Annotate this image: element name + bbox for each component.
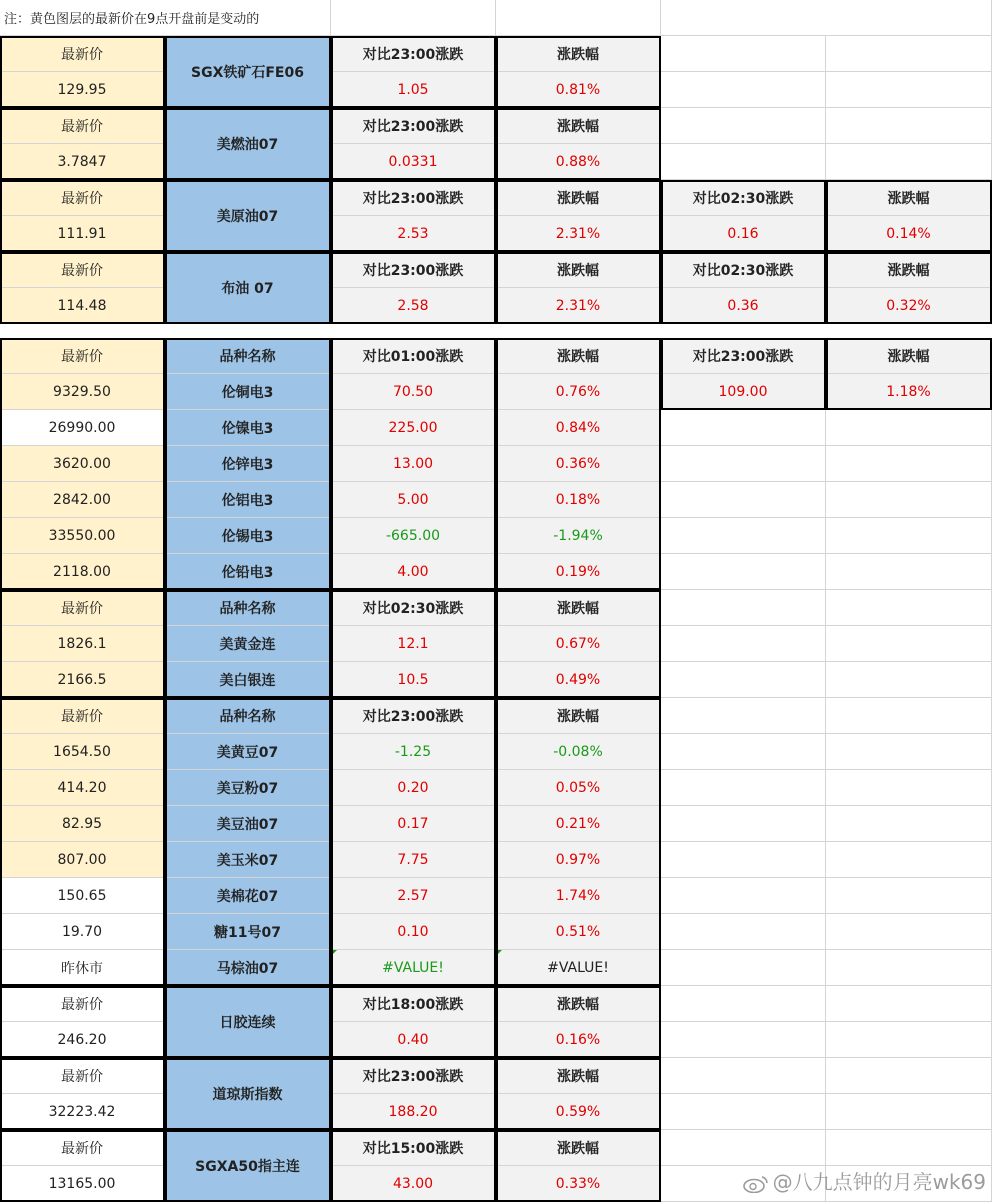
cell-name[interactable]: 美玉米07 xyxy=(165,842,331,878)
cell-latest[interactable]: 32223.42 xyxy=(0,1094,165,1130)
empty-cell[interactable] xyxy=(826,986,992,1022)
cell-latest[interactable]: 最新价 xyxy=(0,108,165,144)
cell-latest[interactable]: 111.91 xyxy=(0,216,165,252)
cell-latest[interactable]: 2842.00 xyxy=(0,482,165,518)
empty-cell[interactable] xyxy=(826,446,992,482)
cell-chg2[interactable]: 对比23:00涨跌 xyxy=(661,338,826,374)
note-text: 注：黄色图层的最新价在9点开盘前是变动的 xyxy=(4,12,260,27)
empty-cell[interactable] xyxy=(661,144,826,180)
empty-cell[interactable] xyxy=(661,482,826,518)
cell-latest[interactable]: 最新价 xyxy=(0,36,165,72)
empty-cell[interactable] xyxy=(661,626,826,662)
cell-name[interactable]: 糖11号07 xyxy=(165,914,331,950)
cell-chg1[interactable]: 188.20 xyxy=(331,1094,496,1130)
cell-chg1[interactable]: 对比23:00涨跌 xyxy=(331,698,496,734)
cell-chg2[interactable]: 对比02:30涨跌 xyxy=(661,180,826,216)
cell-name[interactable]: 美棉花07 xyxy=(165,878,331,914)
empty-cell[interactable] xyxy=(826,842,992,878)
cell-pct1[interactable]: -0.08% xyxy=(496,734,661,770)
cell-name[interactable]: 伦锡电3 xyxy=(165,518,331,554)
empty-cell[interactable] xyxy=(826,770,992,806)
empty-cell[interactable] xyxy=(661,806,826,842)
empty-cell[interactable] xyxy=(826,590,992,626)
cell-pct2[interactable]: 0.32% xyxy=(826,288,992,324)
cell-chg1[interactable]: 0.10 xyxy=(331,914,496,950)
note-cell[interactable] xyxy=(0,0,331,36)
cell-latest[interactable]: 最新价 xyxy=(0,590,165,626)
cell-pct1[interactable]: 0.76% xyxy=(496,374,661,410)
cell-chg2[interactable]: 对比02:30涨跌 xyxy=(661,252,826,288)
empty-cell[interactable] xyxy=(826,144,992,180)
cell-name[interactable]: 品种名称 xyxy=(165,698,331,734)
cell-chg1[interactable]: 2.53 xyxy=(331,216,496,252)
cell-name[interactable]: 品种名称 xyxy=(165,590,331,626)
empty-cell[interactable] xyxy=(661,1094,826,1130)
error-indicator-icon xyxy=(496,950,502,956)
empty-cell[interactable] xyxy=(661,108,826,144)
cell-latest[interactable]: 最新价 xyxy=(0,1130,165,1166)
weibo-logo-icon xyxy=(743,1175,769,1193)
empty-cell[interactable] xyxy=(661,842,826,878)
cell-pct1[interactable]: 1.74% xyxy=(496,878,661,914)
empty-cell[interactable] xyxy=(826,626,992,662)
cell-name[interactable]: 日胶连续 xyxy=(165,986,331,1058)
cell-name[interactable]: 伦镍电3 xyxy=(165,410,331,446)
cell-pct2[interactable]: 1.18% xyxy=(826,374,992,410)
cell-chg1[interactable]: 对比15:00涨跌 xyxy=(331,1130,496,1166)
cell-pct2[interactable]: 涨跌幅 xyxy=(826,252,992,288)
cell-chg2[interactable]: 109.00 xyxy=(661,374,826,410)
empty-cell[interactable] xyxy=(661,36,826,72)
cell-pct1[interactable]: 涨跌幅 xyxy=(496,1058,661,1094)
cell-latest[interactable]: 最新价 xyxy=(0,1058,165,1094)
cell-name[interactable]: 伦铝电3 xyxy=(165,482,331,518)
cell-chg1[interactable]: #VALUE! xyxy=(331,950,496,986)
empty-cell[interactable] xyxy=(826,108,992,144)
cell-name[interactable]: 布油 07 xyxy=(165,252,331,324)
empty-cell[interactable] xyxy=(826,662,992,698)
cell-pct1[interactable]: 2.31% xyxy=(496,288,661,324)
empty-cell[interactable] xyxy=(826,518,992,554)
cell-latest[interactable]: 2166.5 xyxy=(0,662,165,698)
cell-pct1[interactable]: 涨跌幅 xyxy=(496,180,661,216)
empty-cell[interactable] xyxy=(826,36,992,72)
empty-cell[interactable] xyxy=(661,770,826,806)
cell-chg1[interactable]: 1.05 xyxy=(331,72,496,108)
cell-name[interactable]: 伦铜电3 xyxy=(165,374,331,410)
cell-pct2[interactable]: 0.14% xyxy=(826,216,992,252)
cell-name[interactable]: 伦铅电3 xyxy=(165,554,331,590)
cell-chg1[interactable]: 13.00 xyxy=(331,446,496,482)
cell-name[interactable]: 美黄金连 xyxy=(165,626,331,662)
cell-latest[interactable]: 26990.00 xyxy=(0,410,165,446)
cell-latest[interactable]: 最新价 xyxy=(0,338,165,374)
cell-pct1[interactable]: 0.33% xyxy=(496,1166,661,1202)
cell-pct1[interactable]: 0.36% xyxy=(496,446,661,482)
cell-name[interactable]: 美原油07 xyxy=(165,180,331,252)
cell-pct1[interactable]: 0.67% xyxy=(496,626,661,662)
cell-pct1[interactable]: 0.16% xyxy=(496,1022,661,1058)
cell-latest[interactable]: 129.95 xyxy=(0,72,165,108)
cell-pct1[interactable]: 0.19% xyxy=(496,554,661,590)
cell-chg1[interactable]: 对比23:00涨跌 xyxy=(331,36,496,72)
cell-chg1[interactable]: 4.00 xyxy=(331,554,496,590)
cell-pct1[interactable]: 0.49% xyxy=(496,662,661,698)
cell-chg2[interactable]: 0.16 xyxy=(661,216,826,252)
cell-pct1[interactable]: 0.81% xyxy=(496,72,661,108)
empty-cell[interactable] xyxy=(826,482,992,518)
empty-cell[interactable] xyxy=(661,734,826,770)
cell-chg1[interactable]: 2.58 xyxy=(331,288,496,324)
cell-pct1[interactable]: 0.88% xyxy=(496,144,661,180)
empty-cell[interactable] xyxy=(331,0,496,36)
empty-cell[interactable] xyxy=(661,1022,826,1058)
cell-pct1[interactable]: 涨跌幅 xyxy=(496,338,661,374)
cell-pct1[interactable]: 0.97% xyxy=(496,842,661,878)
cell-pct1[interactable]: 0.21% xyxy=(496,806,661,842)
cell-latest[interactable]: 150.65 xyxy=(0,878,165,914)
cell-chg1[interactable]: 对比18:00涨跌 xyxy=(331,986,496,1022)
empty-cell[interactable] xyxy=(826,1022,992,1058)
empty-cell[interactable] xyxy=(826,950,992,986)
cell-chg1[interactable]: -665.00 xyxy=(331,518,496,554)
cell-pct1[interactable]: 0.59% xyxy=(496,1094,661,1130)
empty-cell[interactable] xyxy=(496,0,661,36)
empty-cell[interactable] xyxy=(661,0,992,36)
cell-chg1[interactable]: 0.17 xyxy=(331,806,496,842)
error-indicator-icon xyxy=(331,950,337,956)
empty-cell[interactable] xyxy=(661,554,826,590)
cell-pct1[interactable]: 2.31% xyxy=(496,216,661,252)
empty-cell[interactable] xyxy=(661,914,826,950)
empty-cell[interactable] xyxy=(826,698,992,734)
empty-cell[interactable] xyxy=(826,1058,992,1094)
cell-latest[interactable]: 2118.00 xyxy=(0,554,165,590)
cell-name[interactable]: 道琼斯指数 xyxy=(165,1058,331,1130)
cell-chg1[interactable]: 2.57 xyxy=(331,878,496,914)
cell-name[interactable]: 美豆粉07 xyxy=(165,770,331,806)
empty-cell[interactable] xyxy=(661,410,826,446)
watermark xyxy=(743,1166,986,1195)
cell-pct1[interactable]: 涨跌幅 xyxy=(496,252,661,288)
cell-chg1[interactable]: 7.75 xyxy=(331,842,496,878)
cell-latest[interactable]: 9329.50 xyxy=(0,374,165,410)
cell-name[interactable]: 伦锌电3 xyxy=(165,446,331,482)
cell-name[interactable]: 品种名称 xyxy=(165,338,331,374)
cell-chg1[interactable]: 0.0331 xyxy=(331,144,496,180)
cell-chg1[interactable]: 对比23:00涨跌 xyxy=(331,108,496,144)
cell-pct1[interactable]: 涨跌幅 xyxy=(496,108,661,144)
cell-pct1[interactable]: -1.94% xyxy=(496,518,661,554)
cell-latest[interactable]: 13165.00 xyxy=(0,1166,165,1202)
cell-chg1[interactable]: 0.20 xyxy=(331,770,496,806)
cell-latest[interactable]: 最新价 xyxy=(0,180,165,216)
cell-name[interactable]: SGX铁矿石FE06 xyxy=(165,36,331,108)
cell-latest[interactable]: 最新价 xyxy=(0,986,165,1022)
empty-cell[interactable] xyxy=(826,878,992,914)
empty-cell[interactable] xyxy=(826,806,992,842)
cell-latest[interactable]: 1826.1 xyxy=(0,626,165,662)
empty-cell[interactable] xyxy=(661,662,826,698)
empty-cell[interactable] xyxy=(826,734,992,770)
cell-name[interactable]: 美黄豆07 xyxy=(165,734,331,770)
cell-latest[interactable]: 82.95 xyxy=(0,806,165,842)
cell-chg1[interactable]: 10.5 xyxy=(331,662,496,698)
cell-chg1[interactable]: 对比01:00涨跌 xyxy=(331,338,496,374)
cell-name[interactable]: SGXA50指主连 xyxy=(165,1130,331,1202)
empty-cell[interactable] xyxy=(661,1130,826,1166)
cell-latest[interactable]: 昨休市 xyxy=(0,950,165,986)
cell-pct1[interactable]: 0.05% xyxy=(496,770,661,806)
empty-cell[interactable] xyxy=(661,878,826,914)
cell-latest[interactable]: 最新价 xyxy=(0,252,165,288)
empty-cell[interactable] xyxy=(661,590,826,626)
cell-pct1[interactable]: 涨跌幅 xyxy=(496,698,661,734)
cell-chg1[interactable]: 对比23:00涨跌 xyxy=(331,180,496,216)
cell-chg1[interactable]: 对比23:00涨跌 xyxy=(331,1058,496,1094)
empty-cell[interactable] xyxy=(661,446,826,482)
cell-latest[interactable]: 33550.00 xyxy=(0,518,165,554)
cell-name[interactable]: 美燃油07 xyxy=(165,108,331,180)
cell-latest[interactable]: 807.00 xyxy=(0,842,165,878)
cell-latest[interactable]: 最新价 xyxy=(0,698,165,734)
empty-cell[interactable] xyxy=(661,518,826,554)
empty-cell[interactable] xyxy=(826,72,992,108)
empty-cell[interactable] xyxy=(661,986,826,1022)
cell-chg1[interactable]: 225.00 xyxy=(331,410,496,446)
cell-chg2[interactable]: 0.36 xyxy=(661,288,826,324)
cell-latest[interactable]: 3620.00 xyxy=(0,446,165,482)
cell-latest[interactable]: 414.20 xyxy=(0,770,165,806)
cell-chg1[interactable]: 70.50 xyxy=(331,374,496,410)
cell-chg1[interactable]: -1.25 xyxy=(331,734,496,770)
cell-name[interactable]: 美豆油07 xyxy=(165,806,331,842)
cell-pct2[interactable]: 涨跌幅 xyxy=(826,338,992,374)
cell-chg1[interactable]: 0.40 xyxy=(331,1022,496,1058)
empty-cell[interactable] xyxy=(826,914,992,950)
cell-chg1[interactable]: 5.00 xyxy=(331,482,496,518)
cell-latest[interactable]: 3.7847 xyxy=(0,144,165,180)
empty-cell[interactable] xyxy=(661,698,826,734)
empty-cell[interactable] xyxy=(826,1130,992,1166)
empty-cell[interactable] xyxy=(661,72,826,108)
cell-latest[interactable]: 19.70 xyxy=(0,914,165,950)
watermark-text: @八九点钟的月亮wk69 xyxy=(772,1170,986,1194)
cell-pct1[interactable]: 涨跌幅 xyxy=(496,986,661,1022)
cell-pct2[interactable]: 涨跌幅 xyxy=(826,180,992,216)
empty-cell[interactable] xyxy=(661,1058,826,1094)
cell-pct1[interactable]: 涨跌幅 xyxy=(496,1130,661,1166)
cell-pct1[interactable]: 涨跌幅 xyxy=(496,590,661,626)
cell-pct1[interactable]: #VALUE! xyxy=(496,950,661,986)
cell-chg1[interactable]: 对比23:00涨跌 xyxy=(331,252,496,288)
cell-pct1[interactable]: 0.51% xyxy=(496,914,661,950)
cell-chg1[interactable]: 对比02:30涨跌 xyxy=(331,590,496,626)
cell-chg1[interactable]: 12.1 xyxy=(331,626,496,662)
cell-latest[interactable]: 1654.50 xyxy=(0,734,165,770)
empty-cell[interactable] xyxy=(826,554,992,590)
cell-pct1[interactable]: 涨跌幅 xyxy=(496,36,661,72)
empty-cell[interactable] xyxy=(661,950,826,986)
cell-pct1[interactable]: 0.18% xyxy=(496,482,661,518)
cell-pct1[interactable]: 0.84% xyxy=(496,410,661,446)
cell-chg1[interactable]: 43.00 xyxy=(331,1166,496,1202)
cell-name[interactable]: 美白银连 xyxy=(165,662,331,698)
cell-name[interactable]: 马棕油07 xyxy=(165,950,331,986)
empty-cell[interactable] xyxy=(826,410,992,446)
cell-latest[interactable]: 246.20 xyxy=(0,1022,165,1058)
cell-latest[interactable]: 114.48 xyxy=(0,288,165,324)
empty-cell[interactable] xyxy=(826,1094,992,1130)
